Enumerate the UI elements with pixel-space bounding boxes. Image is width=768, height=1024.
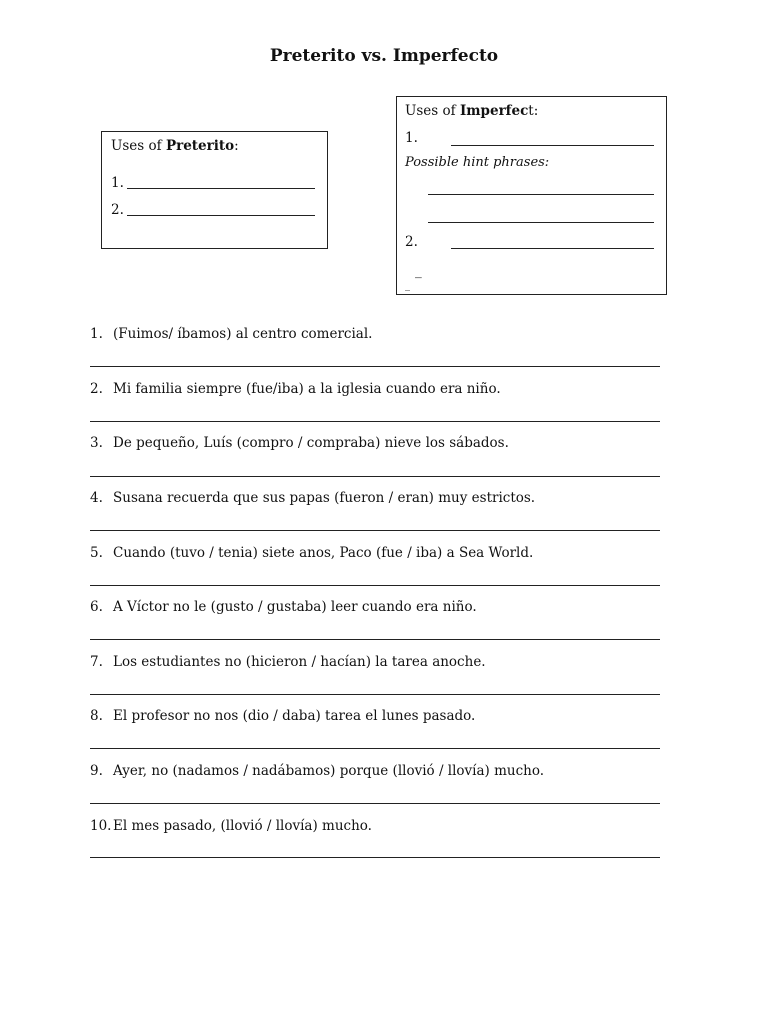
answer-line-2[interactable] (90, 421, 660, 422)
question-number: 10. (90, 818, 112, 834)
box-title-prefix: Uses of (111, 138, 166, 154)
answer-line-9[interactable] (90, 803, 660, 804)
answer-line-1[interactable] (90, 366, 660, 367)
answer-line-5[interactable] (90, 585, 660, 586)
question-text: A Víctor no le (gusto / gustaba) leer cuando era niño. (113, 599, 477, 615)
question-number: 3. (90, 435, 103, 451)
answer-line-10[interactable] (90, 857, 660, 858)
preterito-blank-2[interactable] (127, 215, 315, 216)
box-title-bold: Imperfec (459, 103, 529, 119)
stray-dash-1: _ (415, 263, 422, 279)
answer-line-4[interactable] (90, 530, 660, 531)
question-5 (90, 545, 533, 561)
answer-line-8[interactable] (90, 748, 660, 749)
answer-line-3[interactable] (90, 476, 660, 477)
question-number: 1. (90, 326, 103, 342)
question-2 (90, 381, 501, 397)
imperfecto-blank-2[interactable] (451, 248, 654, 249)
imperfecto-item-1: 1. (405, 130, 418, 146)
question-number: 2. (90, 381, 103, 397)
imperfecto-blank-1[interactable] (451, 145, 654, 146)
box-title-suffix: t: (528, 103, 539, 119)
question-number: 6. (90, 599, 103, 615)
question-text: Susana recuerda que sus papas (fueron / eran) muy estrictos. (113, 490, 536, 506)
question-text: Mi familia siempre (fue/iba) a la iglesia cuando era niño. (113, 381, 501, 397)
question-text: De pequeño, Luís (compro / compraba) nieve los sábados. (113, 435, 509, 451)
question-text: El mes pasado, (llovió / llovía) mucho. (113, 818, 372, 834)
question-number: 9. (90, 763, 103, 779)
question-number: 7. (90, 654, 103, 670)
question-10 (90, 818, 372, 834)
question-number: 8. (90, 708, 103, 724)
question-text: Los estudiantes no (hicieron / hacían) la tarea anoche. (113, 654, 486, 670)
question-9 (90, 763, 544, 779)
answer-line-7[interactable] (90, 694, 660, 695)
question-4 (90, 490, 535, 506)
question-8 (90, 708, 475, 724)
hint-blank-1[interactable] (428, 194, 654, 195)
question-number: 5. (90, 545, 103, 561)
hint-phrases-label: Possible hint phrases: (405, 155, 550, 170)
preterito-item-2: 2. (111, 202, 124, 218)
preterito-blank-1[interactable] (127, 188, 315, 189)
stray-dash-2: _ (405, 280, 410, 291)
box-title-prefix: Uses of (405, 103, 460, 119)
preterito-box-title (111, 138, 239, 154)
box-title-bold: Preterito (165, 138, 235, 154)
hint-blank-2[interactable] (428, 222, 654, 223)
question-text: Cuando (tuvo / tenia) siete anos, Paco (fue / iba) a Sea World. (113, 545, 534, 561)
imperfecto-box-title (405, 103, 538, 119)
page-title: Preterito vs. Imperfecto (269, 46, 499, 66)
preterito-item-1: 1. (111, 175, 124, 191)
question-6 (90, 599, 477, 615)
question-1 (90, 326, 372, 342)
question-text: (Fuimos/ íbamos) al centro comercial. (113, 326, 373, 342)
question-number: 4. (90, 490, 103, 506)
box-title-suffix: : (234, 138, 239, 154)
question-7 (90, 654, 486, 670)
question-text: Ayer, no (nadamos / nadábamos) porque (llovió / llovía) mucho. (113, 763, 545, 779)
imperfecto-item-2: 2. (405, 234, 418, 250)
preterito-uses-box (101, 131, 328, 249)
question-text: El profesor no nos (dio / daba) tarea el lunes pasado. (113, 708, 476, 724)
question-3 (90, 435, 509, 451)
answer-line-6[interactable] (90, 639, 660, 640)
imperfecto-uses-box (396, 96, 667, 295)
